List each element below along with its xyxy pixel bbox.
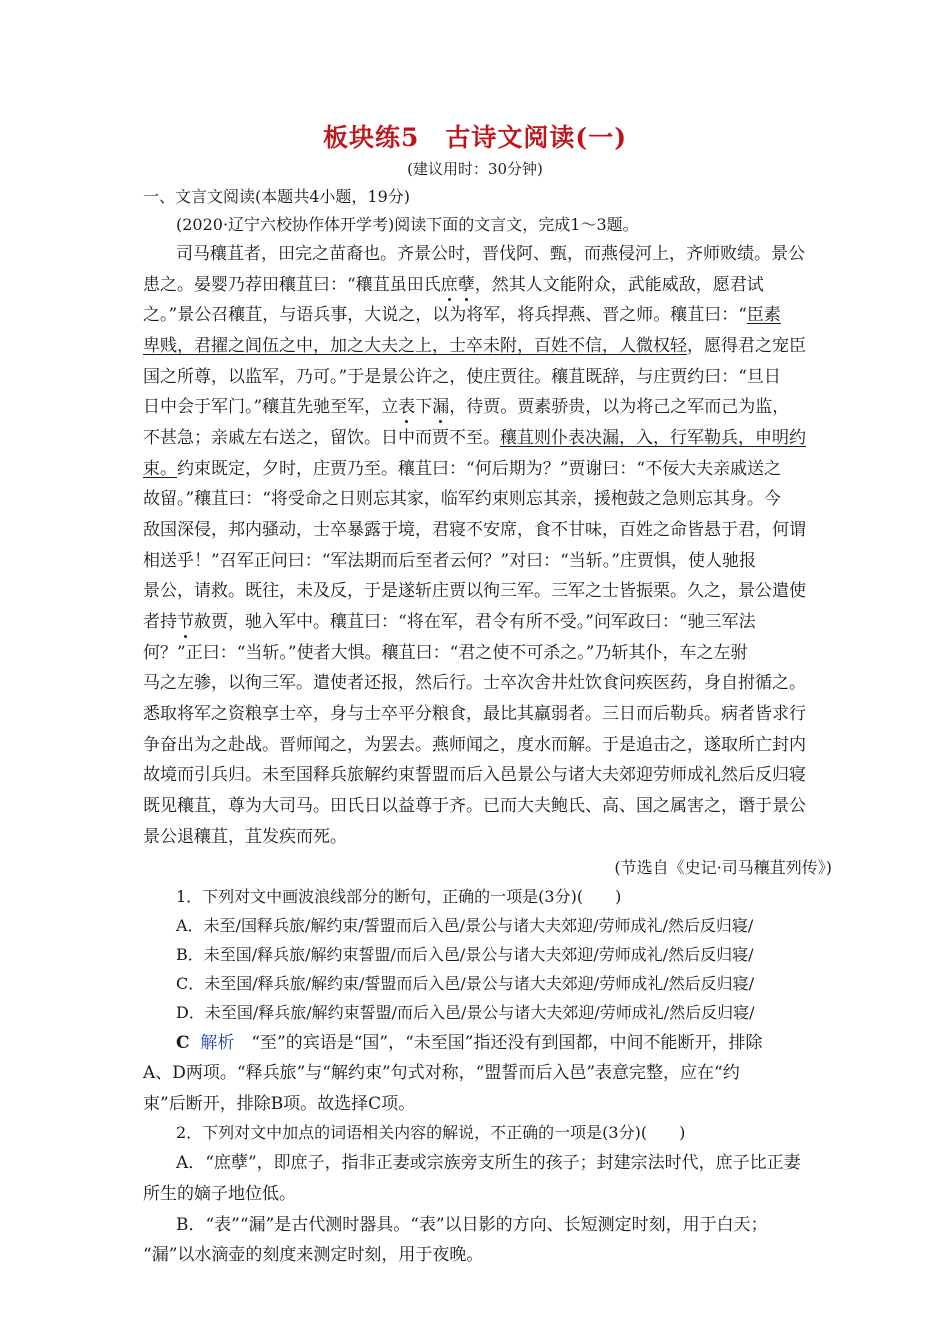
q2-option-b: B．“表”“漏”是古代测时器具。“表”以日影的方向、长短测定时刻，用于白天； [176,1215,768,1235]
dotted-word: 节 [177,612,194,632]
page-title: 板块练5 古诗文阅读(一) [322,123,628,152]
underlined-sentence: 卑贱，君擢之闾伍之中，加之大夫之上，士卒未附，百姓不信，人微权轻 [143,336,687,356]
passage-source-intro: (2020·辽宁六校协作体开学考)阅读下面的文言文，完成1～3题。 [176,215,639,234]
underlined-sentence: 束。 [143,459,177,479]
passage-line: 敌国深侵，邦内骚动，士卒暴露于境，君寝不安席，食不甘味，百姓之命皆悬于君，何谓 [143,520,806,540]
passage-line: 卑贱，君擢之闾伍之中，加之大夫之上，士卒未附，百姓不信，人微权轻，愿得君之宠臣 [143,336,806,356]
passage-line: 既见穰苴，尊为大司马。田氏日以益尊于齐。已而大夫鲍氏、高、国之属害之，谮于景公 [143,796,806,816]
passage-line: 患之。晏婴乃荐田穰苴曰：“穰苴虽田氏庶孽，然其人文能附众，武能威敌，愿君试 [143,275,764,295]
passage-line: 司马穰苴者，田完之苗裔也。齐景公时，晋伐阿、甄，而燕侵河上，齐师败绩。景公 [176,244,805,264]
passage-line: 悉取将军之资粮享士卒，身与士卒平分粮食，最比其羸弱者。三日而后勒兵。病者皆求行 [143,704,806,724]
passage-line: 何？”正曰：“当斩。”使者大惧。穰苴曰：“君之使不可杀之。”乃斩其仆，车之左驸 [143,643,748,663]
passage-line: 马之左骖，以徇三军。遣使者还报，然后行。士卒次舍井灶饮食问疾医药，身自拊循之。 [143,673,806,693]
passage-line: 相送乎！”召军正问曰：“军法期而后至者云何？”对曰：“当斩。”庄贾惧，使人驰报 [143,551,756,571]
explanation-label: 解析 [200,1033,235,1053]
passage-line: 不甚急；亲戚左右送之，留饮。日中而贾不至。穰苴则仆表决漏，入，行军勒兵，申明约 [143,428,806,448]
underlined-sentence: 穰苴则仆表决漏，入，行军勒兵，申明约 [500,428,806,448]
passage-line: 日中会于军门。”穰苴先驰至军，立表下漏，待贾。贾素骄贵，以为将己之军而己为监， [143,397,790,417]
passage-line: 之。”景公召穰苴，与语兵事，大说之，以为将军，将兵捍燕、晋之师。穰苴曰：“臣素 [143,305,781,325]
passage-line: 束。约束既定，夕时，庄贾乃至。穰苴曰：“何后期为？”贾谢曰：“不佞大夫亲戚送之 [143,459,782,479]
q1-option-c: C．未至国/释兵旅/解约束/誓盟而后入邑/景公与诸大夫郊迎/劳师成礼/然后反归寝/ [176,974,754,993]
question-2-stem: 2．下列对文中加点的词语相关内容的解说，不正确的一项是(3分)( ) [176,1123,686,1142]
passage-citation: (节选自《史记·司马穰苴列传》) [614,858,832,877]
passage-line: 景公退穰苴，苴发疾而死。 [143,827,347,847]
q1-explanation-line: A、D两项。“释兵旅”与“解约束”句式对称，“盟誓而后入邑”表意完整，应在“约 [143,1063,740,1083]
section-heading: 一、文言文阅读(本题共4小题，19分) [143,187,411,206]
time-suggestion: (建议用时：30分钟) [407,160,543,178]
passage-line: 者持节赦贾，驰入军中。穰苴曰：“将在军，君令有所不受。”问军政曰：“驰三军法 [143,612,756,632]
q2-option-a: A．“庶孽”，即庶子，指非正妻或宗族旁支所生的孩子；封建宗法时代，庶子比正妻 [176,1153,801,1173]
passage-line: 国之所尊，以监军，乃可。”于是景公许之，使庄贾往。穰苴既辞，与庄贾约曰：“旦日 [143,367,781,387]
q2-option-b-cont: “漏”以水滴壶的刻度来测定时刻，用于夜晚。 [143,1245,484,1265]
q1-explanation-line: 束”后断开，排除B项。故选择C项。 [143,1094,416,1114]
dotted-word: 漏 [432,397,450,417]
dotted-word: 孽 [457,275,475,295]
underlined-sentence: 臣素 [746,305,781,325]
dotted-word: 表 [398,397,416,417]
q1-option-b: B．未至国/释兵旅/解约束誓盟/而后入邑/景公与诸大夫郊迎/劳师成礼/然后反归寝/ [176,945,754,964]
q1-option-d: D．未至国/释兵旅/解约束誓盟/而后入邑/景公与诸大夫郊迎/劳师成礼/然后反归寝/ [176,1003,755,1022]
passage-line: 故境而引兵归。未至国释兵旅解约束誓盟而后入邑景公与诸大夫郊迎劳师成礼然后反归寝 [143,765,806,785]
q1-answer: C [176,1033,190,1053]
passage-line: 景公，请救。既往，未及反，于是遂斩庄贾以徇三军。三军之士皆振栗。久之，景公遣使 [143,581,806,601]
passage-line: 故留。”穰苴曰：“将受命之日则忘其家，临军约束则忘其亲，援枹鼓之急则忘其身。今 [143,489,781,509]
question-1-stem: 1．下列对文中画波浪线部分的断句，正确的一项是(3分)( ) [176,887,622,906]
passage-line: 争奋出为之赴战。晋师闻之，为罢去。燕师闻之，度水而解。于是追击之，遂取所亡封内 [143,735,806,755]
dotted-word: 庶 [440,275,458,295]
q1-explanation: C 解析 “至”的宾语是“国”，“未至国”指还没有到国都，中间不能断开，排除 [176,1033,763,1053]
q2-option-a-cont: 所生的嫡子地位低。 [143,1184,296,1204]
q1-option-a: A．未至/国释兵旅/解约束/誓盟而后入邑/景公与诸大夫郊迎/劳师成礼/然后反归寝/ [176,916,754,935]
